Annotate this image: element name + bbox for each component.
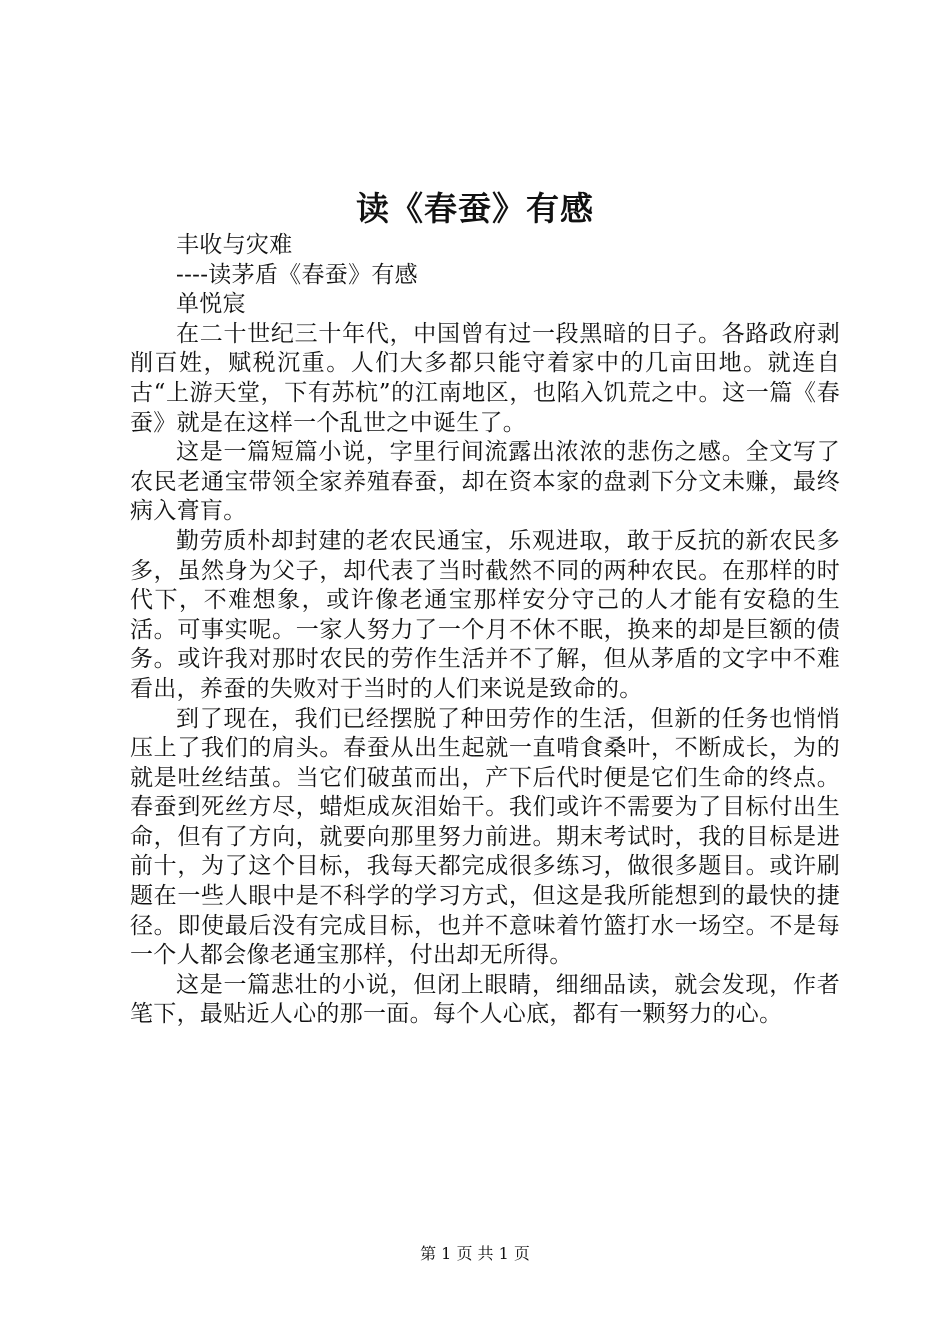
essay-subheading: ----读茅盾《春蚕》有感 [176, 261, 418, 288]
paragraph: 这是一篇悲壮的小说，但闭上眼睛，细细品读，就会发现，作者笔下，最贴近人心的那一面。每个人心底，都有一颗努力的心。 [130, 971, 840, 1028]
essay-author: 单悦宸 [176, 291, 246, 318]
paragraph: 到了现在，我们已经摆脱了种田劳作的生活，但新的任务也悄悄压上了我们的肩头。春蚕从出生起就一直啃食桑叶，不断成长，为的就是吐丝结茧。当它们破茧而出，产下后代时便是它们生命的终点。春蚕到死丝方尽，蜡炬成灰泪始干。我们或许不需要为了目标付出生命，但有了方向，就要向那里努力前进。期末考试时，我的目标是进前十，为了这个目标，我每天都完成很多练习，做很多题目。或许刷题在一些人眼中是不科学的学习方式，但这是我所能想到的最快的捷径。即使最后没有完成目标，也并不意味着竹篮打水一场空。不是每一个人都会像老通宝那样，付出却无所得。 [130, 705, 840, 969]
paragraph: 在二十世纪三十年代，中国曾有过一段黑暗的日子。各路政府剥削百姓，赋税沉重。人们大多都只能守着家中的几亩田地。就连自古“上游天堂，下有苏杭”的江南地区，也陷入饥荒之中。这一篇《春蚕》就是在这样一个乱世之中诞生了。 [130, 320, 840, 436]
page-number-footer: 第 1 页 共 1 页 [420, 1244, 530, 1263]
paragraph: 这是一篇短篇小说，字里行间流露出浓浓的悲伤之感。全文写了农民老通宝带领全家养殖春蚕，却在资本家的盘剥下分文未赚，最终病入膏肓。 [130, 439, 840, 525]
essay-subtitle: 丰收与灾难 [176, 232, 293, 258]
document-body [130, 231, 840, 1030]
document-title: 读《春蚕》有感 [356, 189, 594, 228]
paragraph: 勤劳质朴却封建的老农民通宝，乐观进取，敢于反抗的新农民多多，虽然身为父子，却代表了当时截然不同的两种农民。在那样的时代下，不难想象，或许像老通宝那样安分守己的人才能有安稳的生活。可事实呢。一家人努力了一个月不休不眠，换来的却是巨额的债务。或许我对那时农民的劳作生活并不了解，但从茅盾的文字中不难看出，养蚕的失败对于当时的人们来说是致命的。 [130, 527, 840, 702]
